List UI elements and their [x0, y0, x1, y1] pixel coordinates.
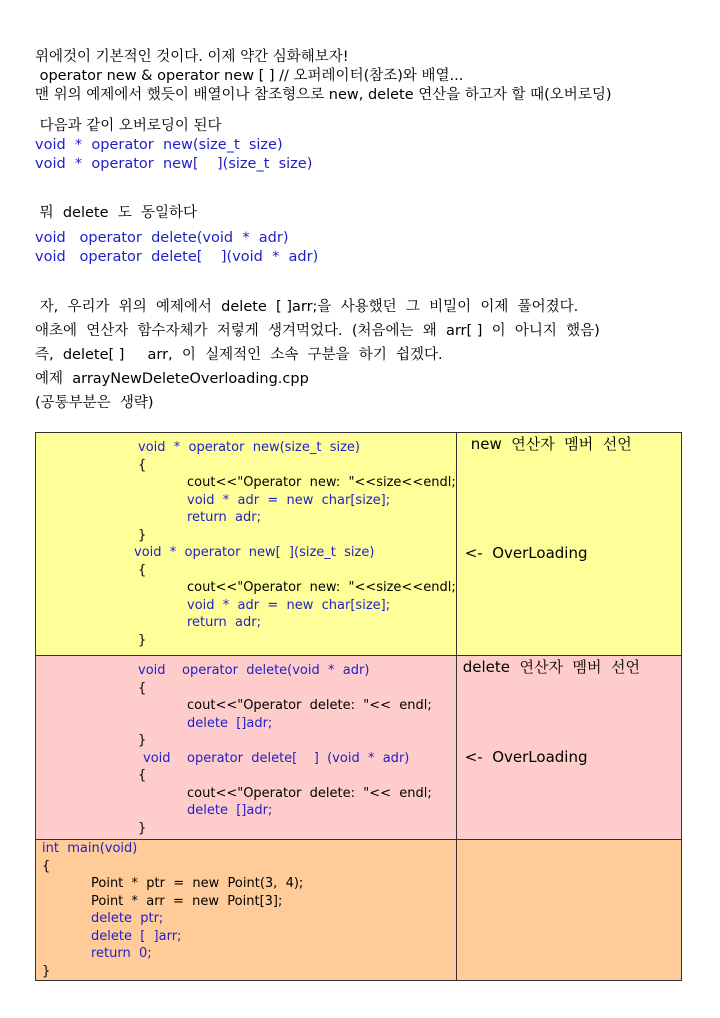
- code-new-signature: void * operator new(size_t size): [35, 137, 283, 153]
- code-line: delete []adr;: [187, 715, 273, 731]
- code-line: cout<<"Operator new: "<<size<<endl;: [187, 580, 456, 595]
- intro-line-2: operator new & operator new [ ] // 오퍼레이터(참조)와 배열...: [35, 68, 464, 84]
- delete-code-cell: [36, 656, 457, 840]
- new-code-cell: [36, 433, 457, 656]
- code-delete-array-signature: [35, 248, 685, 267]
- code-line: delete []adr;: [187, 803, 273, 818]
- code-line: void * operator new(size_t size): [138, 440, 361, 455]
- code-line: Point * ptr = new Point(3, 4);: [91, 876, 304, 891]
- code-line: void * adr = new char[size];: [187, 492, 391, 508]
- code-line: void operator delete(void * adr): [138, 663, 370, 678]
- document-body: [35, 48, 685, 415]
- code-line: delete ptr;: [91, 911, 164, 926]
- code-line: }: [138, 820, 147, 836]
- intro-line-1: 위에것이 기본적인 것이다. 이제 약간 심화해보자!: [35, 49, 349, 65]
- code-table: [35, 432, 682, 981]
- intro-line-4: 다음과 같이 오버로딩이 된다: [35, 118, 222, 134]
- code-delete-signature: [35, 229, 685, 248]
- code-delete-text: void operator delete(void * adr): [35, 230, 289, 246]
- code-line: delete [ ]arr;: [91, 928, 182, 944]
- delete-member-label: delete 연산자 멤버 선언: [462, 658, 640, 676]
- delete-label-cell: [456, 656, 681, 840]
- code-line: void * operator new[ ](size_t size): [134, 545, 375, 560]
- code-line: }: [42, 963, 51, 979]
- new-member-label: new 연산자 멤버 선언: [470, 435, 632, 453]
- code-new-array-signature: void * operator new[ ](size_t size): [35, 156, 313, 172]
- code-delete-array-text: void operator delete[ ](void * adr): [35, 249, 319, 265]
- code-line: {: [138, 768, 147, 783]
- code-line: }: [138, 632, 147, 648]
- main-code-cell: [36, 840, 457, 981]
- new-label-cell: [456, 433, 681, 656]
- code-line: Point * arr = new Point[3];: [91, 893, 283, 909]
- code-line: int main(void): [42, 841, 138, 856]
- code-line: void operator delete[ ] (void * adr): [143, 750, 410, 766]
- main-empty-cell: [456, 840, 681, 981]
- intro-line-6: 자, 우리가 위의 예제에서 delete [ ]arr;을 사용했던 그 비밀이 이제 풀어졌다.: [35, 299, 579, 315]
- code-line: return 0;: [91, 946, 152, 961]
- new-section-row: [36, 433, 682, 656]
- intro-line-8: 즉, delete[ ] arr, 이 실제적인 소속 구분을 하기 쉽겠다.: [35, 347, 443, 363]
- code-line: cout<<"Operator new: "<<size<<endl;: [187, 475, 456, 490]
- intro-line-7: 애초에 연산자 함수자체가 저렇게 생겨먹었다. (처음에는 왜 arr[ ] 이 아니지 했음): [35, 323, 600, 339]
- code-line: cout<<"Operator delete: "<< endl;: [187, 698, 432, 713]
- code-line: return adr;: [187, 615, 261, 630]
- code-line: void * adr = new char[size];: [187, 597, 391, 613]
- delete-section-row: [36, 656, 682, 840]
- main-section-row: [36, 840, 682, 981]
- code-line: return adr;: [187, 510, 261, 525]
- code-line: {: [138, 680, 147, 696]
- code-line: {: [42, 858, 51, 874]
- intro-line-5: 뭐 delete 도 동일하다: [35, 205, 197, 221]
- intro-line-9: 예제 arrayNewDeleteOverloading.cpp: [35, 371, 309, 387]
- delete-overloading-label: <- OverLoading: [464, 748, 588, 766]
- code-line: {: [138, 562, 147, 578]
- code-line: }: [138, 733, 147, 748]
- code-line: {: [138, 457, 147, 473]
- code-line: cout<<"Operator delete: "<< endl;: [187, 785, 432, 801]
- new-overloading-label: <- OverLoading: [464, 544, 588, 562]
- code-line: }: [138, 527, 147, 543]
- intro-line-10: (공통부분은 생략): [35, 395, 154, 411]
- intro-line-3: 맨 위의 예제에서 했듯이 배열이나 참조형으로 new, delete 연산을 하고자 할 때(오버로딩): [35, 87, 612, 103]
